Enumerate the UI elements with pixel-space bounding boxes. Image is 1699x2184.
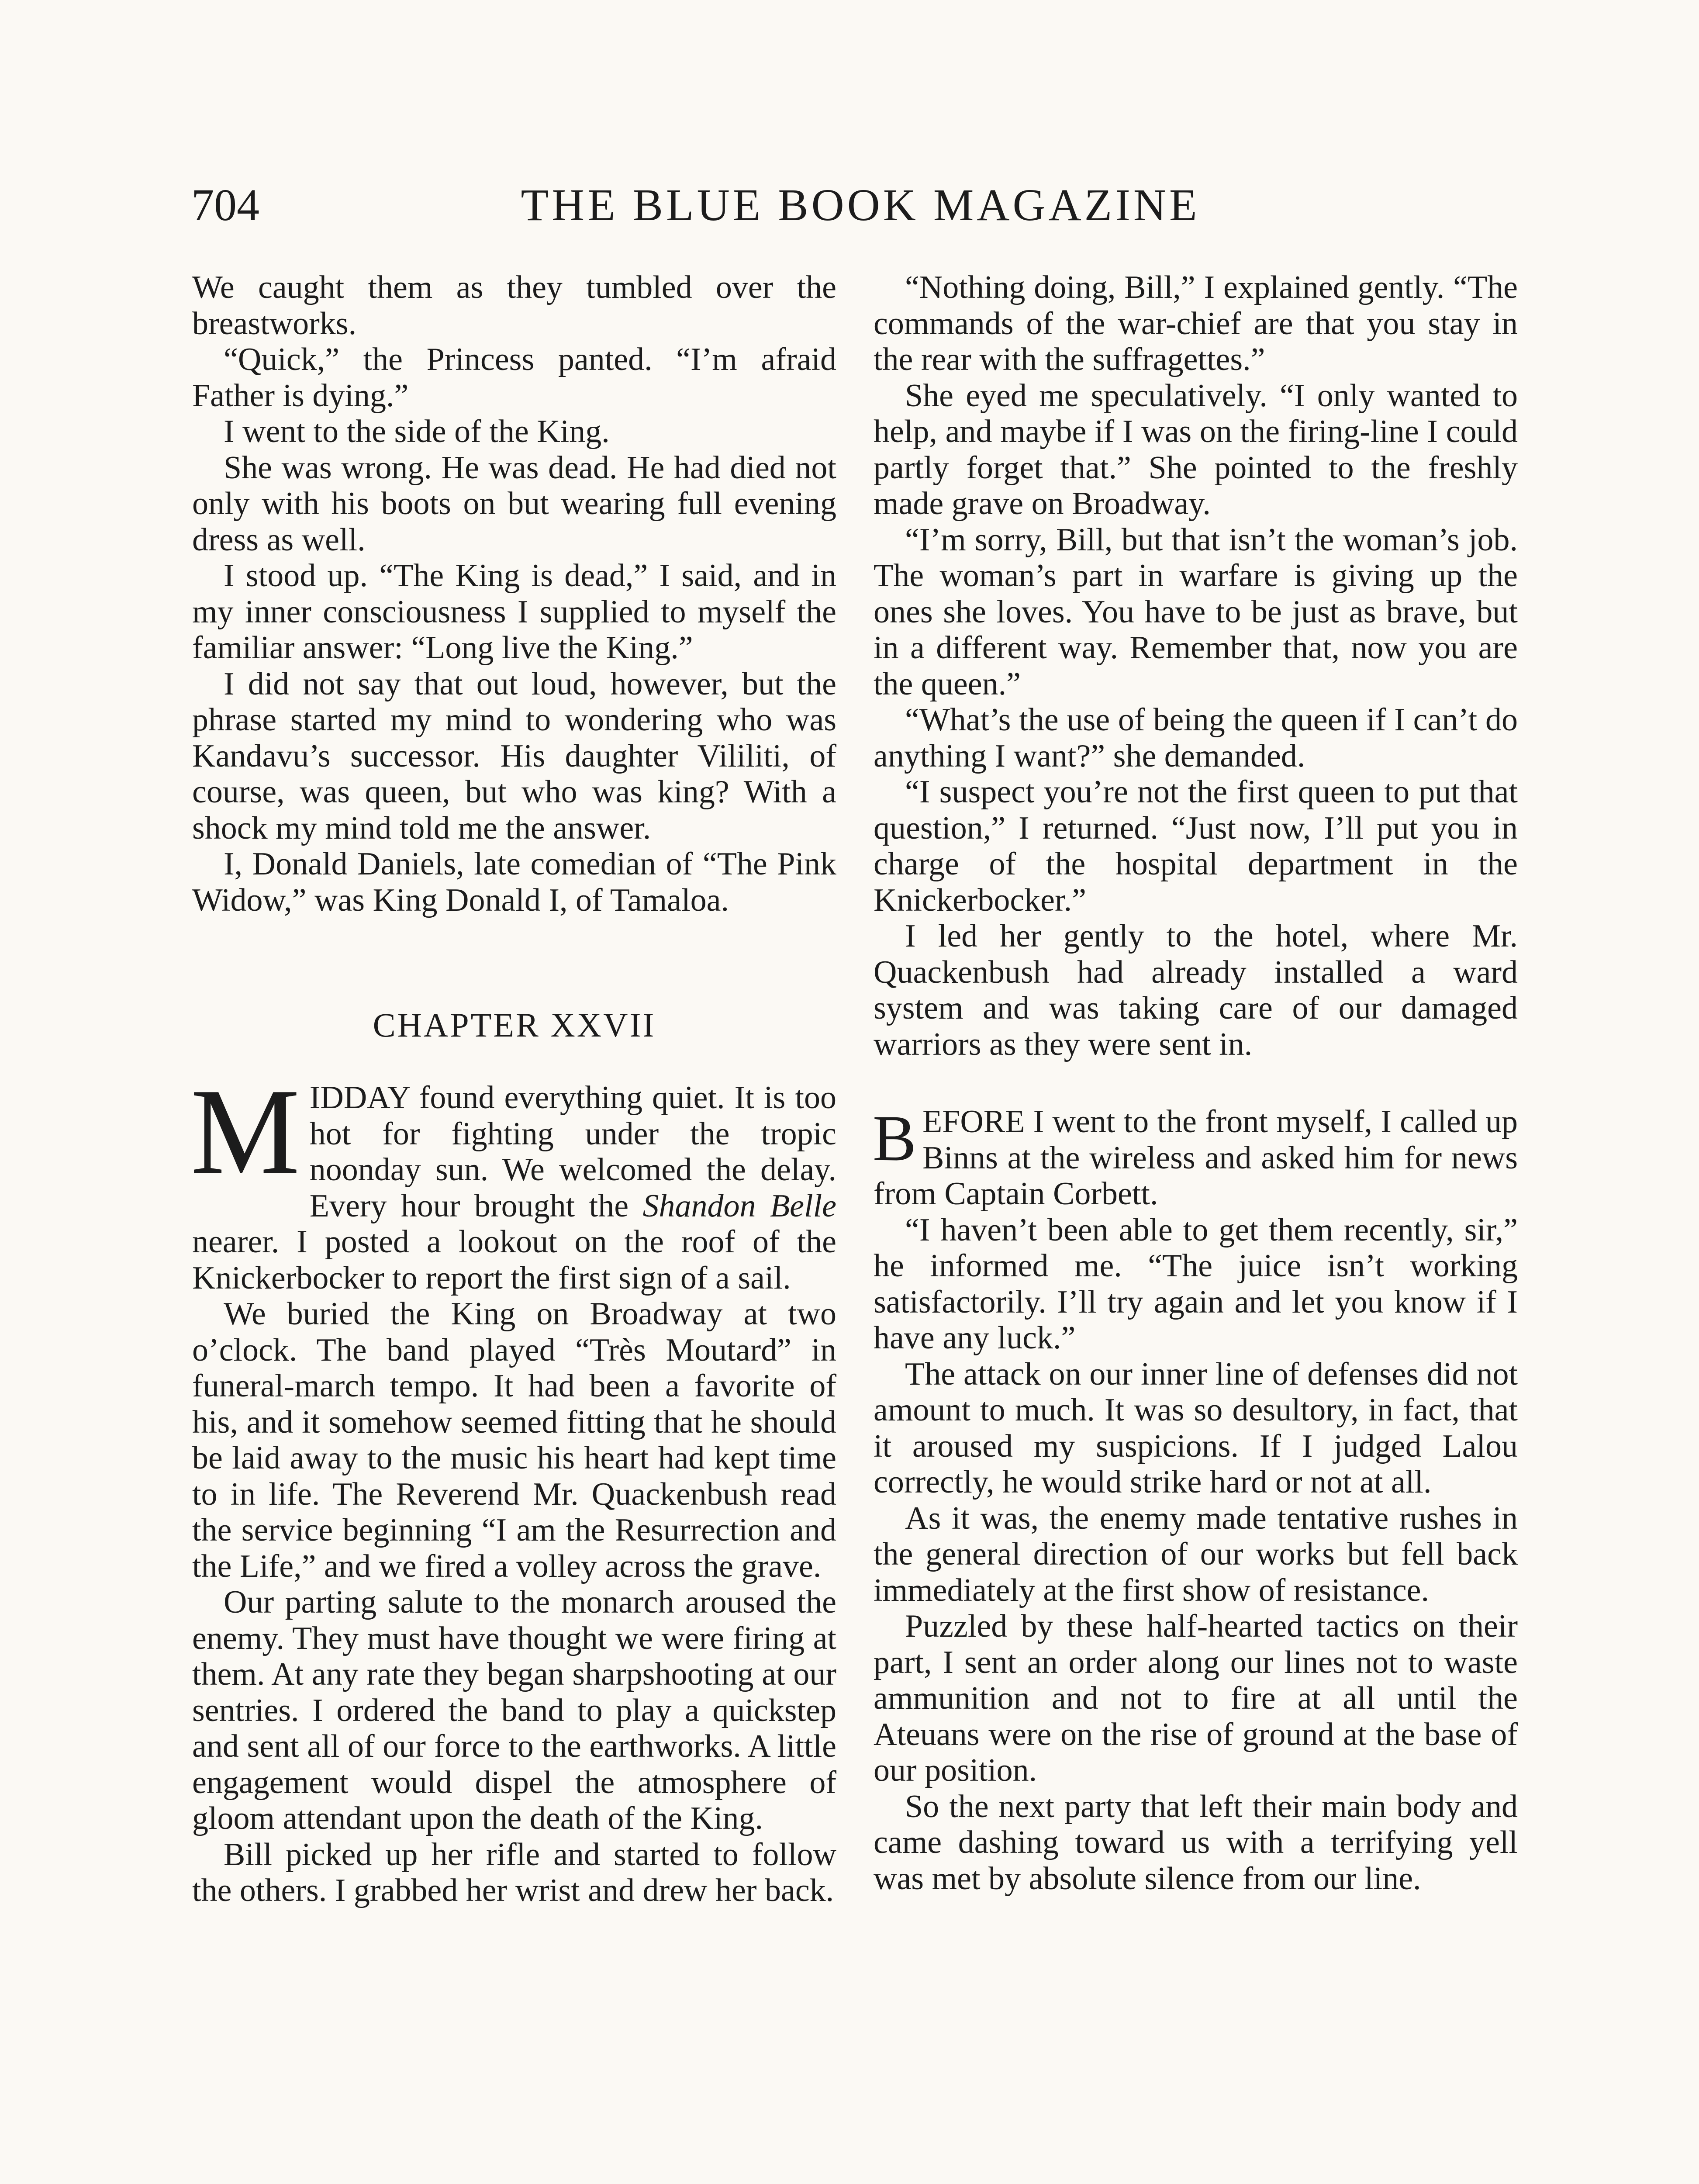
dropcap-paragraph: [190, 1063, 836, 1296]
paragraph: “What’s the use of being the queen if I can’t do anything I want?” she demanded.: [874, 702, 1518, 774]
paragraph: I, Donald Daniels, late comedian of “The Pink Widow,” was King Donald I, of Tamaloa.: [192, 846, 836, 918]
paragraph: “I’m sorry, Bill, but that isn’t the woman’s job. The woman’s part in warfare is giving up the ones she loves. You have to be just as brave, but in a different way. Remember that, now you are the queen.”: [874, 522, 1518, 702]
drop-cap: M: [190, 1063, 300, 1199]
paragraph: So the next party that left their main body and came dashing toward us with a terrifying yell was met by absolute silence from our line.: [874, 1788, 1518, 1897]
dropcap-paragraph: [874, 1104, 1518, 1212]
paragraph: “I suspect you’re not the first queen to put that question,” I returned. “Just now, I’ll put you in charge of the hospital department in the Knickerbocker.”: [874, 774, 1518, 918]
drop-cap: B: [873, 1102, 917, 1175]
paragraph: I led her gently to the hotel, where Mr. Quackenbush had already installed a ward system and was taking care of our damaged warriors as they were sent in.: [874, 918, 1518, 1062]
paragraph: I went to the side of the King.: [224, 414, 610, 449]
paragraph: “I haven’t been able to get them recently, sir,” he informed me. “The juice isn’t working satisfactorily. I’ll try again and let you know if I have any luck.”: [874, 1212, 1518, 1356]
paragraph: The attack on our inner line of defenses did not amount to much. It was so desultory, in fact, that it aroused my suspicions. If I judged Lalou correctly, he would strike hard or not at all.: [874, 1356, 1518, 1500]
paragraph: Puzzled by these half-hearted tactics on their part, I sent an order along our lines not to waste ammunition and not to fire at all until the Ateuans were on the rise of ground at the base of our position.: [874, 1608, 1518, 1788]
page-number: 704: [191, 180, 259, 230]
right-column: [874, 270, 1518, 1897]
paragraph: “Quick,” the Princess panted. “I’m afraid Father is dying.”: [192, 342, 836, 414]
paragraph: We caught them as they tumbled over the breastworks.: [192, 270, 836, 342]
ship-name: Shandon Belle: [642, 1188, 836, 1224]
chapter-heading: CHAPTER XXVII: [373, 1006, 656, 1044]
paragraph: As it was, the enemy made tentative rushes in the general direction of our works but fell back immediately at the first show of resistance.: [874, 1500, 1518, 1608]
paragraph: Bill picked up her rifle and started to follow the others. I grabbed her wrist and drew her back.: [192, 1836, 836, 1908]
paragraph: She was wrong. He was dead. He had died not only with his boots on but wearing full evening dress as well.: [192, 449, 836, 558]
running-title: THE BLUE BOOK MAGAZINE: [521, 180, 1200, 230]
left-column: [192, 270, 836, 1909]
paragraph: She eyed me speculatively. “I only wanted to help, and maybe if I was on the firing-line I could partly forget that.” She pointed to the freshly made grave on Broadway.: [874, 377, 1518, 522]
paragraph-text: nearer. I posted a lookout on the roof of the Knickerbocker to report the first sign of a sail.: [192, 1224, 836, 1296]
paragraph-text: EFORE I went to the front myself, I called up Binns at the wireless and asked him for news from Captain Corbett.: [874, 1104, 1518, 1212]
page-header: [183, 173, 1537, 238]
paragraph: Our parting salute to the monarch aroused the enemy. They must have thought we were firing at them. At any rate they began sharpshooting at our sentries. I ordered the band to play a quickstep and sent all of our force to the earthworks. A little engagement would dispel the atmosphere of gloom attendant upon the death of the King.: [192, 1584, 836, 1836]
paragraph: We buried the King on Broadway at two o’clock. The band played “Très Moutard” in funeral-march tempo. It had been a favorite of his, and it somehow seemed fitting that he should be laid away to the music his heart had kept time to in life. The Reverend Mr. Quackenbush read the service beginning “I am the Resurrection and the Life,” and we fired a volley across the grave.: [192, 1296, 836, 1584]
paragraph: “Nothing doing, Bill,” I explained gently. “The commands of the war-chief are that you stay in the rear with the suffragettes.”: [874, 270, 1518, 377]
paragraph: I stood up. “The King is dead,” I said, and in my inner consciousness I supplied to myself the familiar answer: “Long live the King.”: [192, 558, 836, 666]
paragraph: I did not say that out loud, however, but the phrase started my mind to wondering who was Kandavu’s successor. His daughter Vililiti, of course, was queen, but who was king? With a shock my mind told me the answer.: [192, 666, 836, 846]
paragraph-text: IDDAY found everything quiet. It is too hot for fighting under the tropic noonday sun. We welcomed the delay. Every hour brought the: [309, 1080, 836, 1224]
